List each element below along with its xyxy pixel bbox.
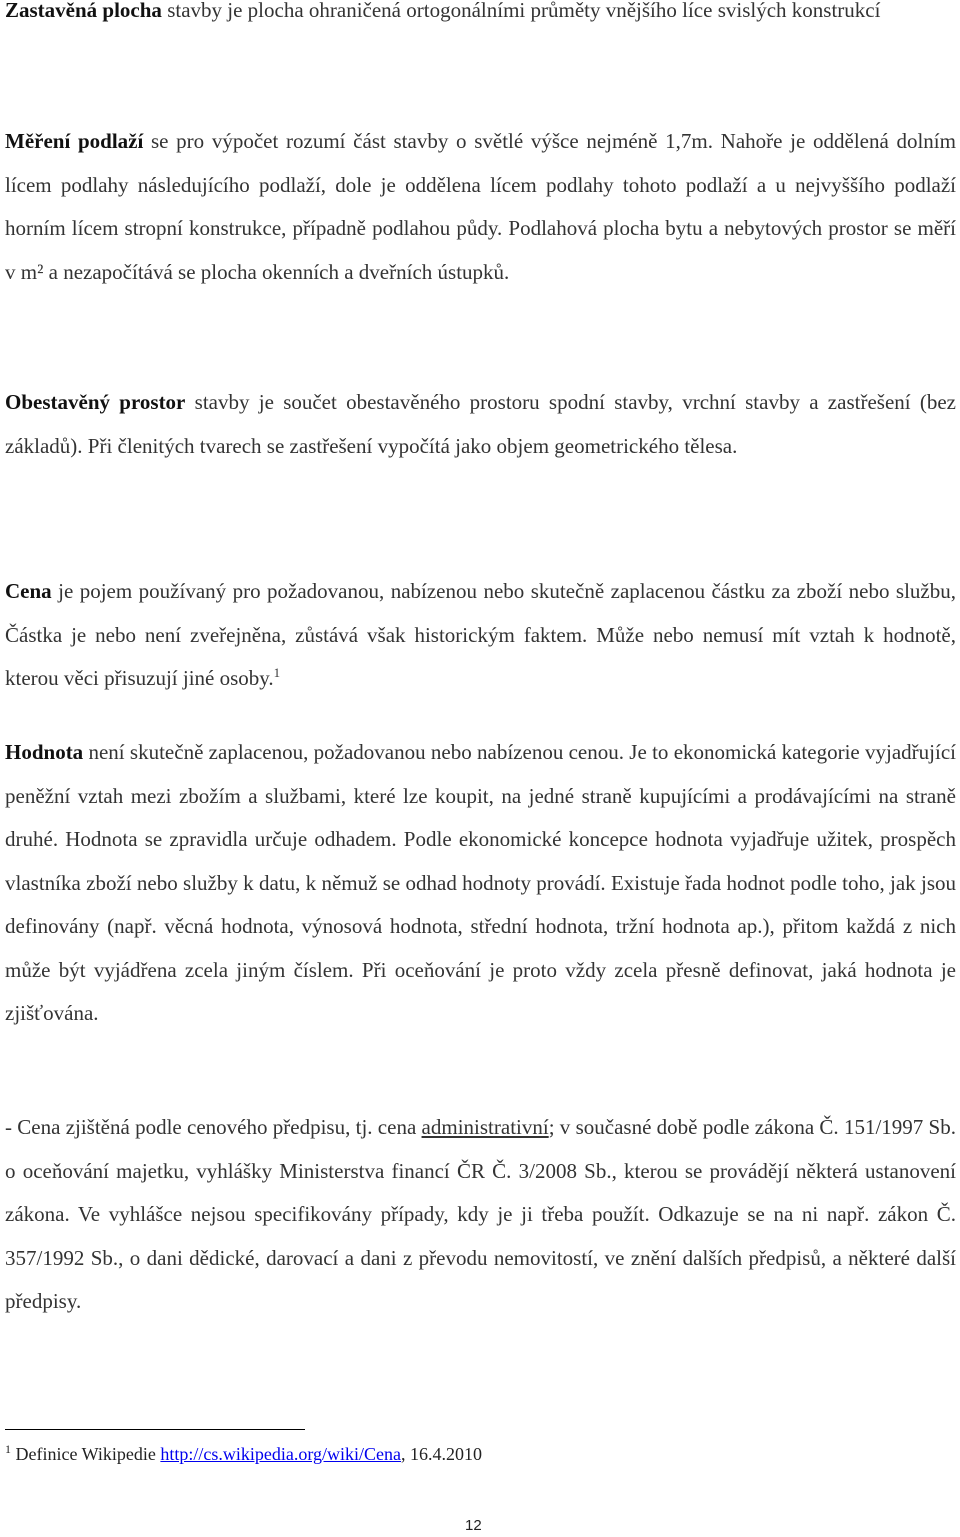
footnote-link[interactable]: http://cs.wikipedia.org/wiki/Cena <box>160 1444 402 1464</box>
footnote-text: Definice Wikipedie <box>11 1444 161 1464</box>
term-zastavena-plocha: Zastavěná plocha <box>5 0 162 22</box>
term-mereni-podlazi: Měření podlaží <box>5 129 144 153</box>
paragraph-cena <box>5 570 956 701</box>
paragraph-cena-zjistena <box>5 1106 956 1324</box>
paragraph-obestaveny-prostor <box>5 381 956 468</box>
paragraph-text: je pojem používaný pro požadovanou, nabízenou nebo skutečně zaplacenou částku za zboží nebo službu, Částka je nebo není zveřejněna, zůstává však historickým faktem. Může nebo nemusí mít vztah k hodnotě, kterou věci přisuzují jiné osoby. <box>5 579 956 690</box>
footnote-separator <box>5 1429 305 1430</box>
footnote <box>5 1442 482 1466</box>
term-obestaveny-prostor: Obestavěný prostor <box>5 390 186 414</box>
paragraph-text: se pro výpočet rozumí část stavby o světlé výšce nejméně 1,7m. Nahoře je oddělená dolním lícem podlahy následujícího podlaží, dole je oddělena lícem podlahy tohoto podlaží a u nejvyššího podlaží horním lícem stropní konstrukce, případně podlahou půdy. Podlahová plocha bytu a nebytových prostor se měří v m² a nezapočítává se plocha okenních a dveřních ústupků. <box>5 129 956 284</box>
paragraph-text: stavby je plocha ohraničená ortogonálními průměty vnějšího líce svislých konstrukcí <box>161 0 881 22</box>
footnote-date: , 16.4.2010 <box>401 1444 483 1464</box>
paragraph-hodnota <box>5 731 956 1036</box>
paragraph-text: - Cena zjištěná podle cenového předpisu, tj. cena <box>5 1115 422 1139</box>
paragraph-mereni-podlazi <box>5 120 956 294</box>
paragraph-text: ; v současné době podle zákona Č. 151/1997 Sb. o oceňování majetku, vyhlášky Ministerstva financí ČR Č. 3/2008 Sb., kterou se provádějí některá ustanovení zákona. Ve vyhlášce nejsou specifikovány případy, kdy je ji třeba použít. Odkazuje se na ni např. zákon Č. 357/1992 Sb., o dani dědické, darovací a dani z převodu nemovitostí, ve znění dalších předpisů, a některé další předpisy. <box>5 1115 956 1313</box>
term-hodnota: Hodnota <box>5 740 84 764</box>
footnote-reference[interactable]: 1 <box>273 665 281 680</box>
paragraph-text: stavby je součet obestavěného prostoru spodní stavby, vrchní stavby a zastřešení (bez základů). Při členitých tvarech se zastřešení vypočítá jako objem geometrického tělesa. <box>5 390 957 458</box>
term-cena: Cena <box>5 579 52 603</box>
paragraph-zastavena-plocha <box>5 0 956 33</box>
page-number: 12 <box>465 1517 482 1534</box>
paragraph-text: není skutečně zaplacenou, požadovanou nebo nabízenou cenou. Je to ekonomická kategorie vyjadřující peněžní vztah mezi zbožím a službami, které lze koupit, na jedné straně kupujícími a prodávajícími na straně druhé. Hodnota se zpravidla určuje odhadem. Podle ekonomické koncepce hodnota vyjadřuje užitek, prospěch vlastníka zboží nebo služby k datu, k němuž se odhad hodnoty provádí. Existuje řada hodnot podle toho, jak jsou definovány (např. věcná hodnota, výnosová hodnota, střední hodnota, tržní hodnota ap.), přitom každá z nich může být vyjádřena zcela jiným číslem. Při oceňování je proto vždy zcela přesně definovat, jaká hodnota je zjišťována. <box>5 740 956 1025</box>
document-page <box>5 0 956 1537</box>
footnote-number: 1 <box>5 1442 11 1456</box>
underlined-term-administrativni: administrativní <box>421 1115 549 1139</box>
